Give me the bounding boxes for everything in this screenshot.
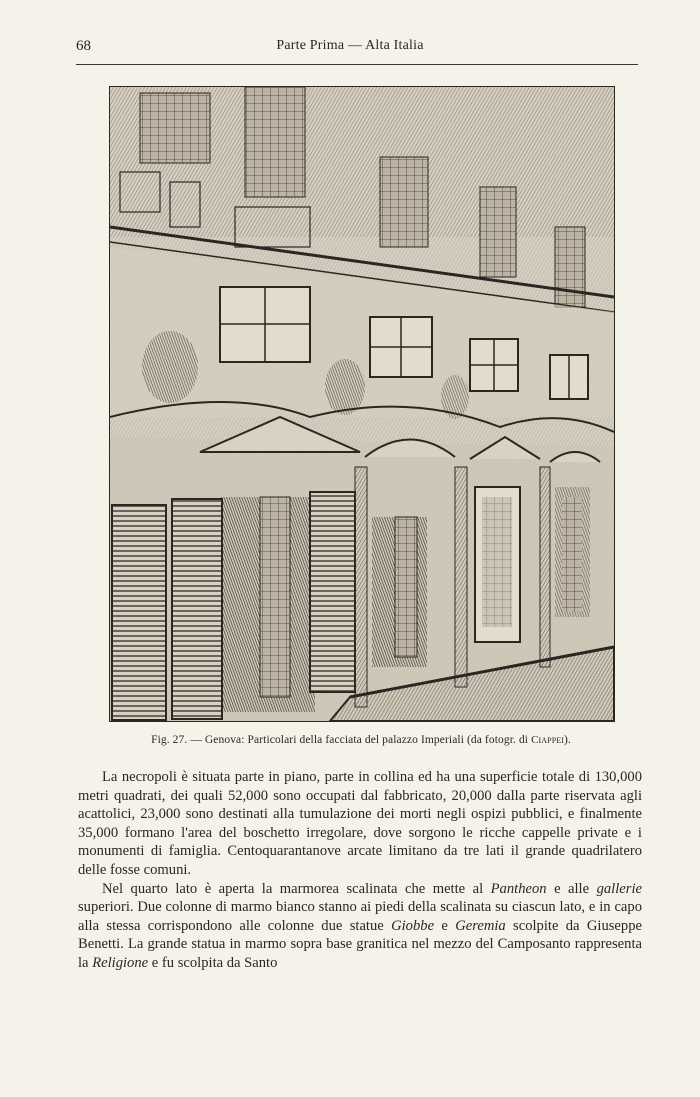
page-number: 68 [76,38,91,54]
paragraph-1: La necropoli è situata parte in piano, parte in collina ed ha una superficie totale di 130,000 metri quadrati, dei quali 52,000 sono occupati dal fabbricato, 20,000 dalla parte riservata agli acattolici, 23,000 sono destinati alla tumulazione dei morti negli ospizi pubblici, e finalmente 35,000 formano l'area del boschetto irregolare, dove sorgono le ricche cappelle private e i monumenti di famiglia. Centoquarantanove arcate limitano da tre lati il grande quadrilatero delle fosse comuni. [78,769,642,878]
caption-end: ). [564,734,571,746]
italic-religione: Religione [92,954,149,971]
text-run: e alle [546,880,597,897]
figure-engraving [109,86,615,722]
paragraph-2 [78,880,642,973]
italic-pantheon: Pantheon [490,880,547,897]
lower-story [110,417,614,721]
italic-giobbe: Giobbe [391,917,435,934]
body-text [78,768,642,973]
figure-caption [96,734,626,746]
italic-geremia: Geremia [455,917,506,934]
text-run: Nel quarto lato è aperta la marmorea scalinata che mette al [102,880,491,897]
caption-text: Fig. 27. — Genova: Particolari della facciata del palazzo Imperiali (da fotogr. di [151,734,532,746]
italic-gallerie: gallerie [596,880,642,897]
running-title: Parte Prima — Alta Italia [276,38,424,53]
text-run: e [434,917,456,934]
header-rule [76,64,638,65]
text-run: superiori. Due colonne di marmo bianco stanno ai piedi della scalinata su ciascun lato, e in capo alla stessa corrispondono alle colonne due statue [78,899,642,934]
caption-credit: Ciappei [531,734,565,746]
text-run: e fu scolpita da Santo [148,954,278,971]
text-run: scolpite da Giuseppe Benetti. La grande statua in marmo sopra base granitica nel mezzo del Camposanto rappresenta la [78,917,642,971]
